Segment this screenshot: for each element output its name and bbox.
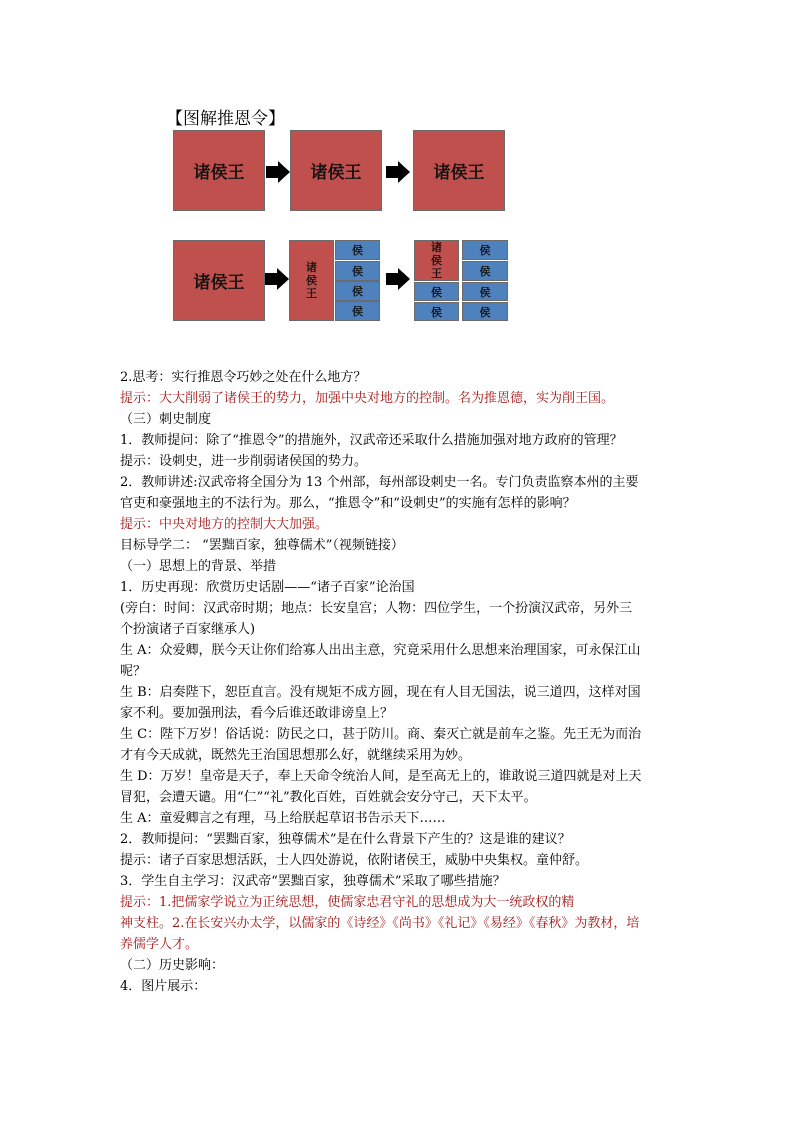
text-line: 才有今天成就，既然先王治国思想那么好，就继续采用为妙。 [120,748,472,763]
text-line: （一）思想上的背景、举措 [120,559,277,574]
text-line: 呢？ [120,664,147,679]
marquis-label: 侯 [431,285,442,299]
king-box-1 [173,130,265,211]
marquis-box [335,240,380,260]
hint-line: 提示：1.把儒家学说立为正统思想，使儒家忠君守礼的思想成为大一统政权的精 [120,895,575,910]
marquis-box [414,282,459,301]
reduced-king-box [289,240,334,321]
marquis-label: 侯 [431,305,442,319]
marquis-box [462,302,508,321]
marquis-label: 侯 [352,244,363,257]
text-line: （三）刺史制度 [120,412,212,427]
hint-line: 神支柱。2.在长安兴办太学，以儒家的《诗经》《尚书》《礼记》《易经》《春秋》为教材，培 [120,916,640,931]
text-line: 1．教师提问：除了“推恩令”的措施外，汉武帝还采取什么措施加强对地方政府的管理？ [120,433,623,448]
king-box-2 [290,130,382,211]
hint-line: 提示：大大削弱了诸侯王的势力，加强中央对地方的控制。名为推恩德，实为削王国。 [120,391,615,406]
text-line: 官吏和豪强地主的不法行为。那么，“推恩令”和“设刺史”的实施有怎样的影响？ [120,496,576,511]
arrow-right-icon [386,161,410,183]
text-line: 4．图片展示： [120,979,207,994]
text-line: 1．历史再现：欣赏历史话剧——“诸子百家”论治国 [120,580,415,595]
marquis-box [462,240,508,260]
text-line: 3．学生自主学习：汉武帝“罢黜百家，独尊儒术”采取了哪些措施？ [120,874,506,889]
text-line: 2．教师提问：“罢黜百家，独尊儒术”是在什么背景下产生的？这是谁的建议？ [120,832,571,847]
king-label: 诸侯王 [310,163,362,183]
marquis-label: 侯 [479,244,491,257]
marquis-label: 侯 [352,305,363,318]
diagram-title: 【图解推恩令】 [166,109,285,129]
king-label: 诸侯王 [193,163,245,183]
marquis-box [462,261,508,281]
vertical-char: 王 [306,287,317,300]
text-line: 提示：诸子百家思想活跃，士人四处游说，依附诸侯王，威胁中央集权。童仲舒。 [120,853,589,868]
text-line: 生 D：万岁！皇帝是天子，奉上天命令统治人间，是至高无上的，谁敢说三道四就是对上天 [120,769,642,784]
vertical-char: 诸 [431,241,442,254]
king-label: 诸侯王 [193,273,245,293]
text-line: 家不利。要加强刑法，看今后谁还敢诽谤皇上？ [120,706,394,721]
text-line: (旁白：时间：汉武帝时期；地点：长安皇宫；人物：四位学生，一个扮演汉武帝，另外三 [120,601,633,616]
marquis-box [414,302,459,321]
marquis-label: 侯 [352,265,363,278]
vertical-char: 侯 [431,254,442,267]
king-box-4 [173,240,265,321]
marquis-label: 侯 [479,285,491,299]
marquis-label: 侯 [479,265,491,278]
marquis-box [335,301,380,321]
arrow-right-icon [386,268,410,290]
marquis-label: 侯 [479,305,491,319]
text-line: 个扮演诸子百家继承人) [120,622,256,637]
text-line: 目标导学二： “罢黜百家，独尊儒术”（视频链接） [120,538,404,553]
text-line: 生 A：童爱卿言之有理，马上给朕起草诏书告示天下…… [120,811,446,826]
text-line: （二）历史影响： [120,958,225,973]
hint-line: 提示：中央对地方的控制大大加强。 [120,517,329,532]
text-line: 冒犯，会遭天谴。用“仁”“礼”教化百姓，百姓就会安分守己，天下太平。 [120,790,537,805]
marquis-box [335,261,380,281]
text-line: 生 B：启奏陛下，恕臣直言。没有规矩不成方圆，现在有人目无国法，说三道四，这样对国 [120,685,641,700]
king-box-3 [413,130,505,211]
arrow-right-icon [266,161,290,183]
body-text [120,367,680,997]
text-line: 提示：设刺史，进一步削弱诸侯国的势力。 [120,454,368,469]
text-line: 生 C：陛下万岁！俗话说：防民之口，甚于防川。商、秦灭亡就是前车之鉴。先王无为而治 [120,727,642,742]
marquis-label: 侯 [352,285,363,298]
hint-line: 养儒学人才。 [120,937,199,952]
vertical-char: 侯 [306,274,317,287]
arrow-right-icon [265,268,289,290]
king-label: 诸侯王 [433,163,485,183]
text-line: 2.思考：实行推恩令巧妙之处在什么地方？ [120,370,367,385]
vertical-char: 诸 [306,261,317,274]
marquis-box [462,282,508,301]
marquis-box [335,281,380,301]
reduced-king-box-small [414,240,459,281]
text-line: 生 A：众爱卿，朕今天让你们给寡人出出主意，究竟采用什么思想来治理国家，可永保江山 [120,643,641,658]
vertical-char: 王 [431,267,442,280]
text-line: 2．教师讲述:汉武帝将全国分为 13 个州部，每州部设刺史一名。专门负责监察本州的主要 [120,475,639,490]
